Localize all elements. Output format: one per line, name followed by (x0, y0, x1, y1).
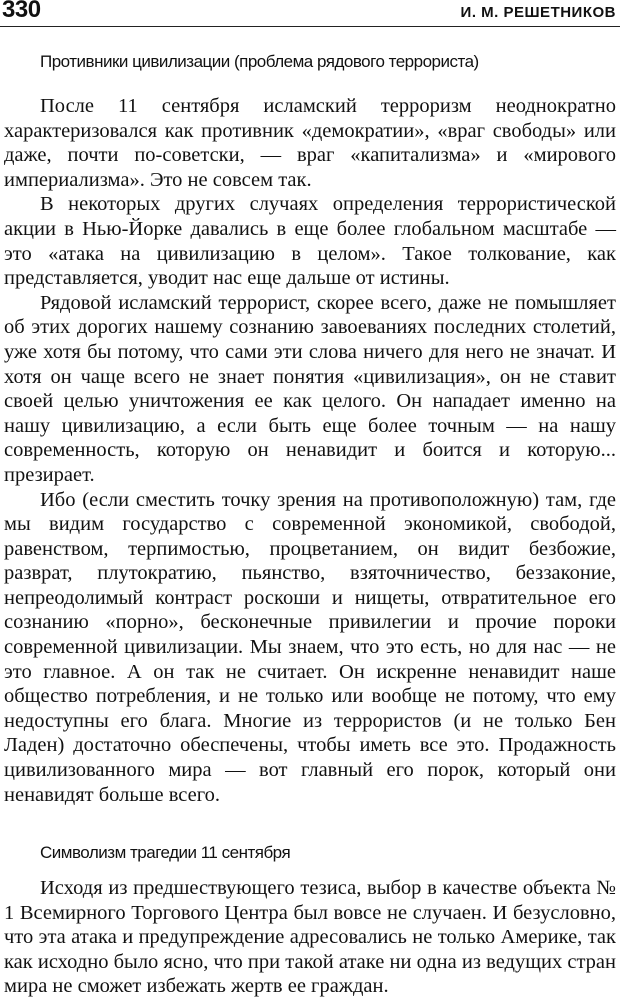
paragraph: В некоторых других случаях определения террористической акции в Нью-Йорке давались в еще более глобальном масштабе — это «атака на цивилизацию в целом». Такое толкование, как представляется, уводит нас еще дальше от истины. (4, 193, 616, 290)
page-number: 330 (2, 0, 41, 23)
running-head-author: И. М. РЕШЕТНИКОВ (460, 4, 616, 21)
paragraph: Исходя из предшествующего тезиса, выбор в качестве объекта № 1 Всемирного Торгового Центра был вовсе не случаен. И безусловно, что эта атака и предупреждение адресовались не только Америке, так как исходно было ясно, что при такой атаке ни одна из ведущих стран мира не сможет избежать жертв ее граждан. (4, 877, 616, 998)
section-title-opponents: Противники цивилизации (проблема рядового террориста) (40, 52, 479, 71)
paragraph: После 11 сентября исламский терроризм неоднократно характеризовался как противник «демократии», «враг свободы» или даже, почти по-советски, — враг «капитализма» и «мирового империализма». Это не совсем так. (4, 95, 616, 191)
paragraph: Ибо (если сместить точку зрения на противоположную) там, где мы видим государство с современной экономикой, свободой, равенством, терпимостью, процветанием, он видит безбожие, разврат, плутократию, пьянство, взяточничество, беззаконие, непреодолимый контраст роскоши и нищеты, отвратительное его сознанию «порно», бесконечные привилегии и прочие пороки современной цивилизации. Мы знаем, что это есть, но для нас — не это главное. А он так не считает. Он искренне ненавидит наше общество потребления, и не только или вообще не потому, что ему недоступны его блага. Многие из террористов (и не только Бен Ладен) достаточно обеспечены, чтобы иметь все это. Продажность цивилизованного мира — вот главный его порок, который они ненавидят больше всего. (4, 488, 616, 806)
section-body-opponents (4, 94, 616, 807)
section-title-symbolism: Символизм трагедии 11 сентября (40, 843, 291, 862)
paragraph: Рядовой исламский террорист, скорее всего, даже не помышляет об этих дорогих нашему сознанию завоеваниях последних столетий, уже хотя бы потому, что сами эти слова ничего для него не значат. И хотя он чаще всего не знает понятия «цивилизация», он не ставит своей целью уничтожения ее как целого. Он нападает именно на нашу цивилизацию, а если быть еще более точным — на нашу современность, которую он ненавидит и боится и которую... презирает. (4, 291, 616, 486)
page-header (0, 0, 620, 27)
section-body-symbolism (4, 876, 616, 999)
